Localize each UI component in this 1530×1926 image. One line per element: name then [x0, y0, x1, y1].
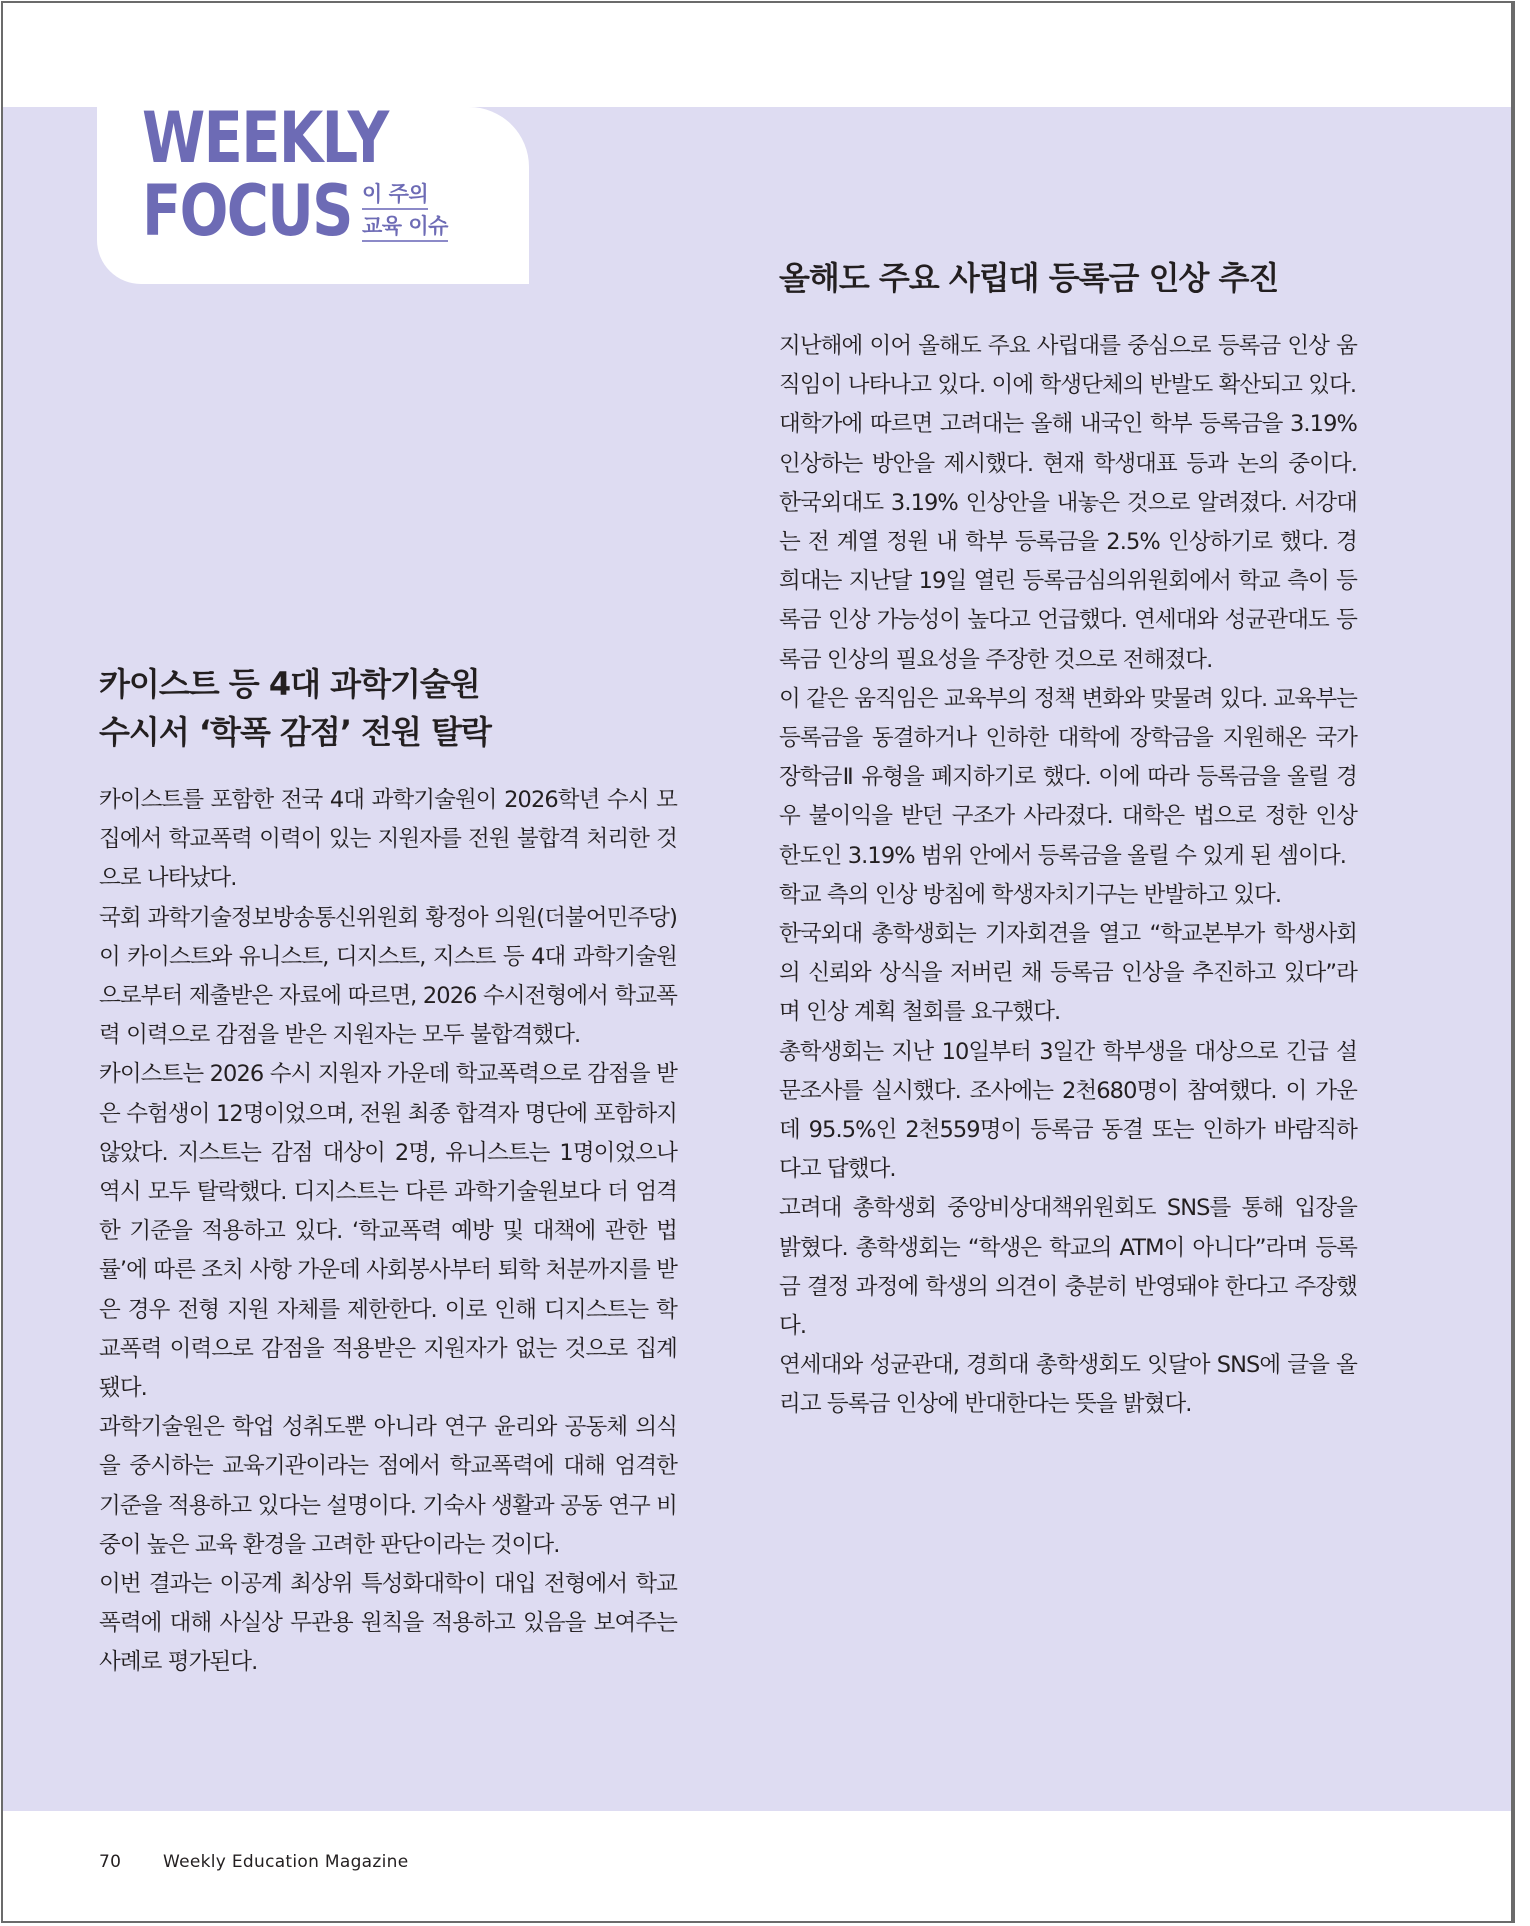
left-article-body [99, 781, 677, 1683]
left-article-paragraph: 카이스트는 2026 수시 지원자 가운데 학교폭력으로 감점을 받은 수험생이 12명이었으며, 전원 최종 합격자 명단에 포함하지 않았다. 지스트는 감점 대상이 2명, 유니스트는 1명이었으나 역시 모두 탈락했다. 디지스트는 다른 과학기술원보다 더 엄격한 기준을 적용하고 있다. ‘학교폭력 예방 및 대책에 관한 법률’에 따른 조치 사항 가운데 사회봉사부터 퇴학 처분까지를 받은 경우 전형 지원 자체를 제한한다. 이로 인해 디지스트는 학교폭력 이력으로 감점을 적용받은 지원자가 없는 것으로 집계됐다. [99, 1061, 677, 1402]
magazine-name: Weekly Education Magazine [163, 1852, 409, 1872]
left-article-paragraph: 이번 결과는 이공계 최상위 특성화대학이 대입 전형에서 학교폭력에 대해 사실상 무관용 원칙을 적용하고 있음을 보여주는 사례로 평가된다. [99, 1571, 678, 1676]
badge-corner [97, 107, 117, 127]
logo-weekly: WEEKLY [142, 97, 388, 179]
section-subtitle-line2: 교육 이슈 [362, 213, 448, 242]
right-article-title: 올해도 주요 사립대 등록금 인상 추진 [779, 259, 1279, 297]
right-article-paragraph: 고려대 총학생회 중앙비상대책위원회도 SNS를 통해 입장을 밝혔다. 총학생회는 “학생은 학교의 ATM이 아니다”라며 등록금 결정 과정에 학생의 의견이 충분히 반영돼야 한다고 주장했다. [779, 1195, 1357, 1340]
right-article-paragraph: 이 같은 움직임은 교육부의 정책 변화와 맞물려 있다. 교육부는 등록금을 동결하거나 인하한 대학에 장학금을 지원해온 국가장학금Ⅱ 유형을 폐지하기로 했다. 이에 따라 등록금을 올릴 경우 불이익을 받던 구조가 사라졌다. 대학은 법으로 정한 인상 한도인 3.19% 범위 안에서 등록금을 올릴 수 있게 된 셈이다. [779, 685, 1357, 869]
left-article-paragraph: 카이스트를 포함한 전국 4대 과학기술원이 2026학년 수시 모집에서 학교폭력 이력이 있는 지원자를 전원 불합격 처리한 것으로 나타났다. [99, 787, 677, 892]
left-article-title [99, 660, 699, 756]
section-subtitle-line1: 이 주의 [362, 181, 428, 210]
magazine-page [1, 1, 1515, 1923]
right-article-body [779, 327, 1357, 1425]
page-number: 70 [99, 1852, 122, 1872]
left-article-paragraph: 과학기술원은 학업 성취도뿐 아니라 연구 윤리와 공동체 의식을 중시하는 교육기관이라는 점에서 학교폭력에 대해 엄격한 기준을 적용하고 있다는 설명이다. 기숙사 생활과 공동 연구 비중이 높은 교육 환경을 고려한 판단이라는 것이다. [99, 1414, 677, 1558]
right-article-paragraph: 연세대와 성균관대, 경희대 총학생회도 잇달아 SNS에 글을 올리고 등록금 인상에 반대한다는 뜻을 밝혔다. [779, 1352, 1357, 1418]
right-article-paragraph: 지난해에 이어 올해도 주요 사립대를 중심으로 등록금 인상 움직임이 나타나고 있다. 이에 학생단체의 반발도 확산되고 있다. [779, 333, 1357, 399]
right-article-paragraph: 한국외대 총학생회는 기자회견을 열고 “학교본부가 학생사회의 신뢰와 상식을 저버린 채 등록금 인상을 추진하고 있다”라며 인상 계획 철회를 요구했다. [779, 921, 1357, 1026]
left-article-title-line1: 카이스트 등 4대 과학기술원 [99, 665, 480, 703]
right-article-paragraph: 총학생회는 지난 10일부터 3일간 학부생을 대상으로 긴급 설문조사를 실시했다. 조사에는 2천680명이 참여했다. 이 가운데 95.5%인 2천559명이 등록금 동결 또는 인하가 바람직하다고 답했다. [779, 1038, 1357, 1183]
left-article-paragraph: 국회 과학기술정보방송통신위원회 황정아 의원(더불어민주당)이 카이스트와 유니스트, 디지스트, 지스트 등 4대 과학기술원으로부터 제출받은 자료에 따르면, 2026 수시전형에서 학교폭력 이력으로 감점을 받은 지원자는 모두 불합격했다. [99, 904, 677, 1049]
logo-focus: FOCUS [142, 170, 352, 252]
left-article-title-line2: 수시서 ‘학폭 감점’ 전원 탈락 [99, 713, 491, 751]
right-article-paragraph: 학교 측의 인상 방침에 학생자치기구는 반발하고 있다. [779, 881, 1282, 908]
right-article-paragraph: 대학가에 따르면 고려대는 올해 내국인 학부 등록금을 3.19% 인상하는 방안을 제시했다. 현재 학생대표 등과 논의 중이다. 한국외대도 3.19% 인상안을 내놓은 것으로 알려졌다. 서강대는 전 계열 정원 내 학부 등록금을 2.5% 인상하기로 했다. 경희대는 지난달 19일 열린 등록금심의위원회에서 학교 측이 등록금 인상 가능성이 높다고 언급했다. 연세대와 성균관대도 등록금 인상의 필요성을 주장한 것으로 전해졌다. [779, 411, 1357, 673]
